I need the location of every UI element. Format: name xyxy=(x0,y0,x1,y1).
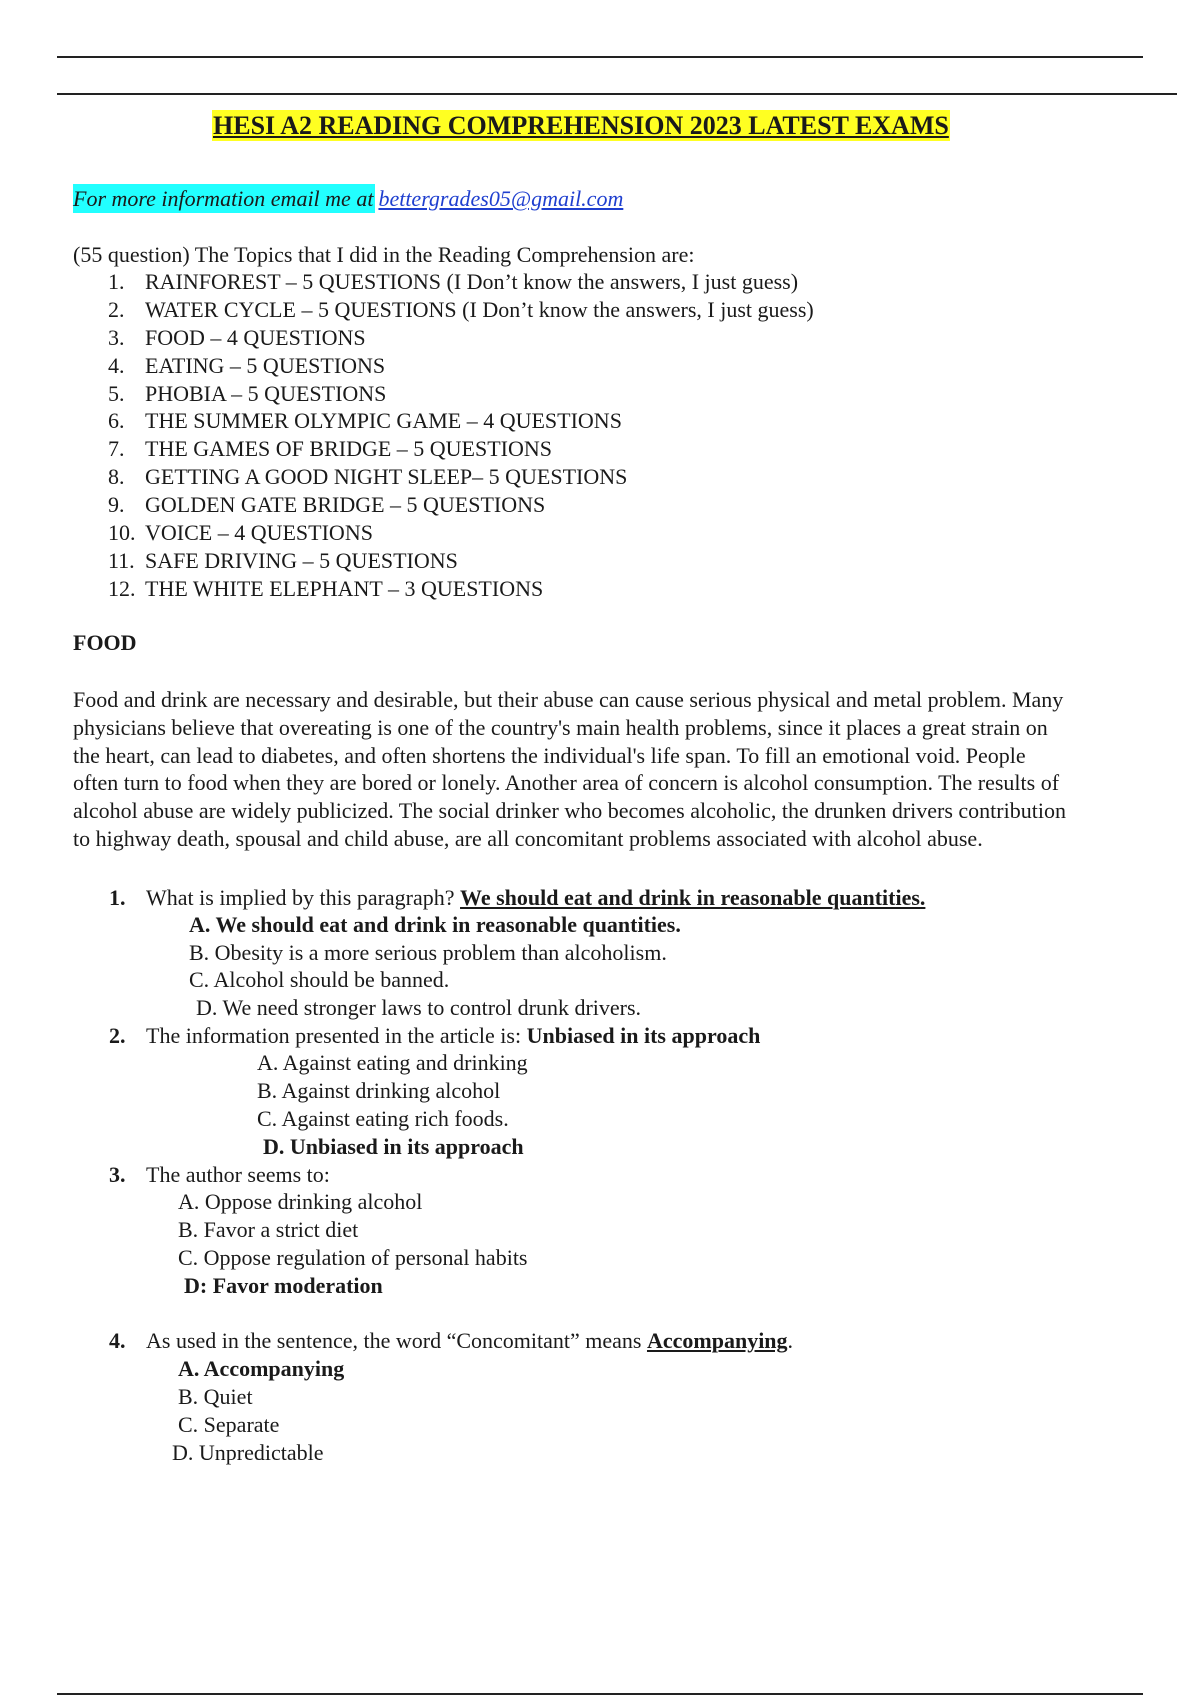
list-item: 9. GOLDEN GATE BRIDGE – 5 QUESTIONS xyxy=(108,492,546,518)
list-item: 2. WATER CYCLE – 5 QUESTIONS (I Don’t know the answers, I just guess) xyxy=(108,296,814,322)
answer-option: A. Accompanying xyxy=(178,1356,345,1381)
email-prefix: For more information email me at xyxy=(73,186,374,211)
answer-option: D. We need stronger laws to control drunk drivers. xyxy=(196,995,642,1020)
passage-line: physicians believe that overeating is one of the country's main health problems, since it places a great strain on xyxy=(73,714,1048,740)
passage-line: often turn to food when they are bored or lonely. Another area of concern is alcohol consumption. The results of xyxy=(73,770,1060,796)
list-item: 7. THE GAMES OF BRIDGE – 5 QUESTIONS xyxy=(108,436,553,462)
intro-text: (55 question) The Topics that I did in the Reading Comprehension are: xyxy=(73,242,695,267)
email-link[interactable]: bettergrades05@gmail.com xyxy=(378,186,624,211)
answer-option: B. Against drinking alcohol xyxy=(257,1078,501,1103)
answer-option: D: Favor moderation xyxy=(184,1273,383,1298)
answer-option: D. Unbiased in its approach xyxy=(263,1134,524,1159)
list-item: 5. PHOBIA – 5 QUESTIONS xyxy=(108,380,387,406)
question-4: 4. As used in the sentence, the word “Concomitant” means Accompanying. xyxy=(109,1328,794,1353)
top-rule xyxy=(57,56,1143,58)
list-item: 11. SAFE DRIVING – 5 QUESTIONS xyxy=(108,547,458,573)
answer-option: A. We should eat and drink in reasonable quantities. xyxy=(189,912,681,937)
list-item: 1. RAINFOREST – 5 QUESTIONS (I Don’t know the answers, I just guess) xyxy=(108,269,799,294)
list-item: 3. FOOD – 4 QUESTIONS xyxy=(108,324,366,350)
question-prompt: The information presented in the article is: xyxy=(146,1023,522,1048)
bottom-rule xyxy=(57,1693,1143,1695)
answer-option: C. Alcohol should be banned. xyxy=(189,967,450,992)
answer-option: B. Favor a strict diet xyxy=(178,1217,359,1242)
answer-option: B. Obesity is a more serious problem than alcoholism. xyxy=(189,940,667,965)
question-answer: Accompanying xyxy=(646,1328,788,1353)
list-item: 4. EATING – 5 QUESTIONS xyxy=(108,352,386,378)
list-item: 10. VOICE – 4 QUESTIONS xyxy=(108,520,373,546)
document-title: HESI A2 READING COMPREHENSION 2023 LATEST EXAMS xyxy=(213,111,949,140)
passage-line: the heart, can lead to diabetes, and often shortens the individual's life span. To fill an emotional void. People xyxy=(73,742,1026,768)
list-item: 8. GETTING A GOOD NIGHT SLEEP– 5 QUESTIONS xyxy=(108,464,628,490)
question-prompt: The author seems to: xyxy=(146,1162,330,1187)
section-heading: FOOD xyxy=(73,630,137,655)
answer-option: C. Separate xyxy=(178,1412,280,1437)
question-prompt: What is implied by this paragraph? xyxy=(146,885,455,910)
question-3: 3. The author seems to: xyxy=(109,1162,330,1187)
email-line xyxy=(73,186,623,212)
answer-option: A. Oppose drinking alcohol xyxy=(178,1189,423,1214)
header-rule xyxy=(57,93,1177,95)
question-1: 1. What is implied by this paragraph? We should eat and drink in reasonable quantities. xyxy=(109,885,926,910)
question-answer: Unbiased in its approach xyxy=(526,1023,761,1048)
question-2: 2. The information presented in the article is: Unbiased in its approach xyxy=(109,1023,761,1048)
passage xyxy=(73,686,1173,853)
answer-option: A. Against eating and drinking xyxy=(257,1050,528,1075)
answer-option: B. Quiet xyxy=(178,1384,253,1409)
list-item: 6. THE SUMMER OLYMPIC GAME – 4 QUESTIONS xyxy=(108,408,622,434)
answer-option: C. Oppose regulation of personal habits xyxy=(178,1245,528,1270)
passage-line: to highway death, spousal and child abuse, are all concomitant problems associated with alcohol abuse. xyxy=(73,825,983,851)
list-item: 12. THE WHITE ELEPHANT – 3 QUESTIONS xyxy=(108,575,544,601)
passage-line: Food and drink are necessary and desirable, but their abuse can cause serious physical and metal problem. Many xyxy=(73,687,1064,712)
question-answer: We should eat and drink in reasonable quantities. xyxy=(460,885,926,910)
topics-list xyxy=(108,268,814,603)
question-prompt: As used in the sentence, the word “Concomitant” means xyxy=(146,1328,642,1353)
passage-line: alcohol abuse are widely publicized. The social drinker who becomes alcoholic, the drunken drivers contribution xyxy=(73,798,1066,824)
answer-option: D. Unpredictable xyxy=(172,1440,324,1465)
answer-option: C. Against eating rich foods. xyxy=(257,1106,509,1131)
